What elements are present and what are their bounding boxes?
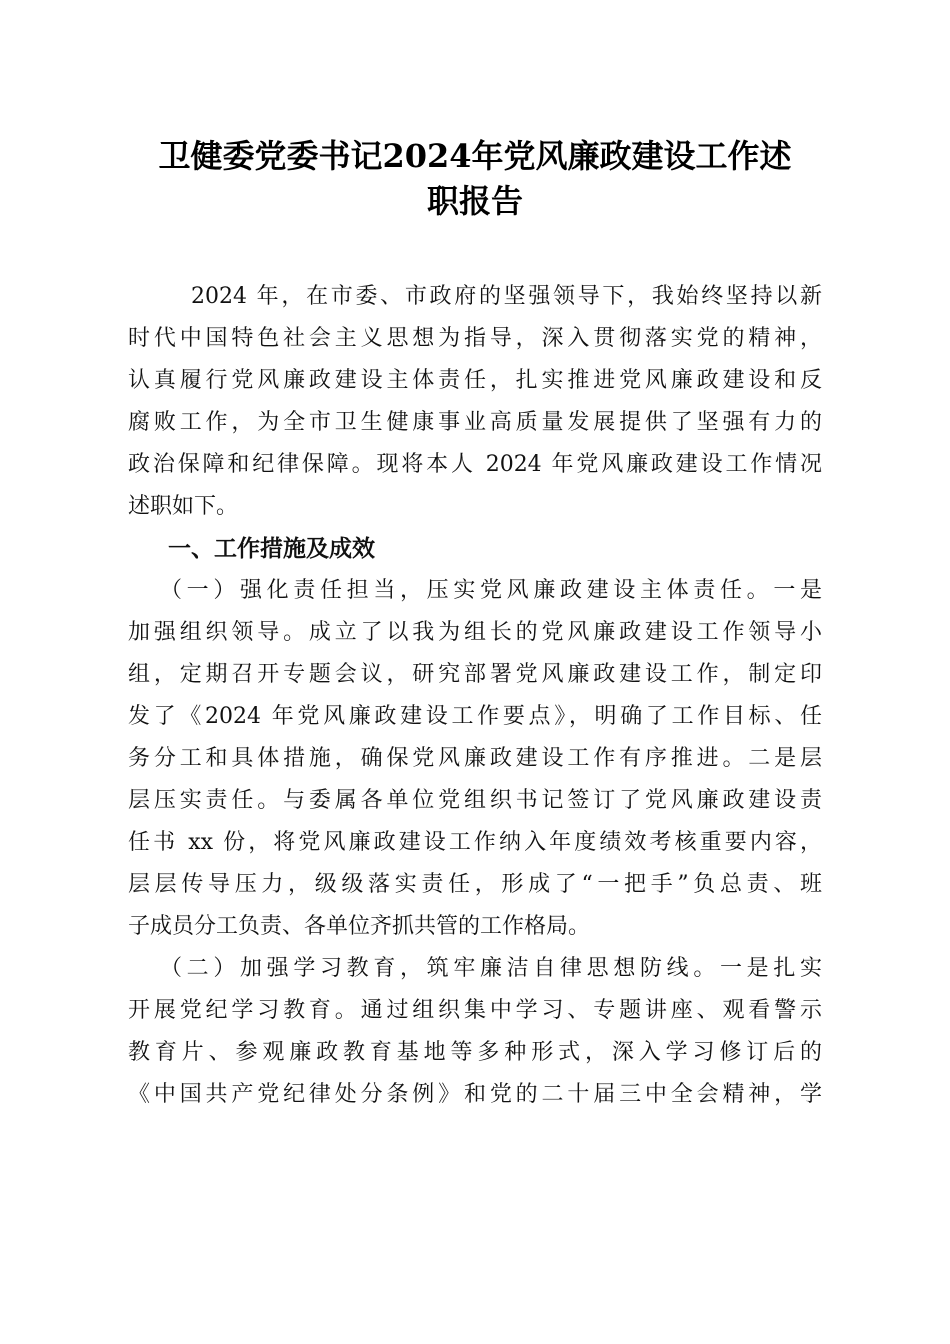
text-line: 教育片、参观廉政教育基地等多种形式，深入学习修订后的	[128, 1040, 822, 1065]
section-heading-text: 一、工作措施及成效	[168, 536, 375, 562]
text-line: 认真履行党风廉政建设主体责任，扎实推进党风廉政建设和反	[128, 368, 822, 393]
text-line: 述职如下。	[128, 494, 239, 519]
text-line: 子成员分工负责、各单位齐抓共管的工作格局。	[128, 914, 591, 939]
text-line: 开展党纪学习教育。通过组织集中学习、专题讲座、观看警示	[128, 998, 822, 1023]
text-line: 政治保障和纪律保障。现将本人 2024 年党风廉政建设工作情况	[128, 452, 822, 477]
text-line: 任书 xx 份，将党风廉政建设工作纳入年度绩效考核重要内容，	[128, 830, 822, 855]
document-body	[128, 276, 822, 1116]
text-line: 2024 年，在市委、市政府的坚强领导下，我始终坚持以新	[191, 284, 822, 309]
section-heading	[128, 528, 822, 570]
paragraph-intro	[128, 276, 822, 528]
paragraph-subsection-2	[128, 948, 822, 1116]
text-line: 加强组织领导。成立了以我为组长的党风廉政建设工作领导小	[128, 620, 822, 645]
subsection-2-lead-line: （二）加强学习教育，筑牢廉洁自律思想防线。一是扎实	[160, 956, 822, 981]
text-line: 时代中国特色社会主义思想为指导，深入贯彻落实党的精神，	[128, 326, 822, 351]
text-line: 组，定期召开专题会议，研究部署党风廉政建设工作，制定印	[128, 662, 822, 687]
title-line-2: 职报告	[426, 182, 523, 220]
document-title	[128, 134, 822, 224]
subsection-1-lead-line: （一）强化责任担当，压实党风廉政建设主体责任。一是	[160, 578, 822, 603]
text-line: 务分工和具体措施，确保党风廉政建设工作有序推进。二是层	[128, 746, 822, 771]
paragraph-subsection-1	[128, 570, 822, 948]
text-line: 层压实责任。与委属各单位党组织书记签订了党风廉政建设责	[128, 788, 822, 813]
text-line: 腐败工作，为全市卫生健康事业高质量发展提供了坚强有力的	[128, 410, 822, 435]
text-line: 发了《2024 年党风廉政建设工作要点》，明确了工作目标、任	[128, 704, 822, 729]
title-line-1: 卫健委党委书记2024年党风廉政建设工作述	[158, 137, 792, 175]
text-line: 《中国共产党纪律处分条例》和党的二十届三中全会精神，学	[128, 1082, 822, 1107]
text-line: 层层传导压力，级级落实责任，形成了“一把手”负总责、班	[128, 872, 822, 897]
